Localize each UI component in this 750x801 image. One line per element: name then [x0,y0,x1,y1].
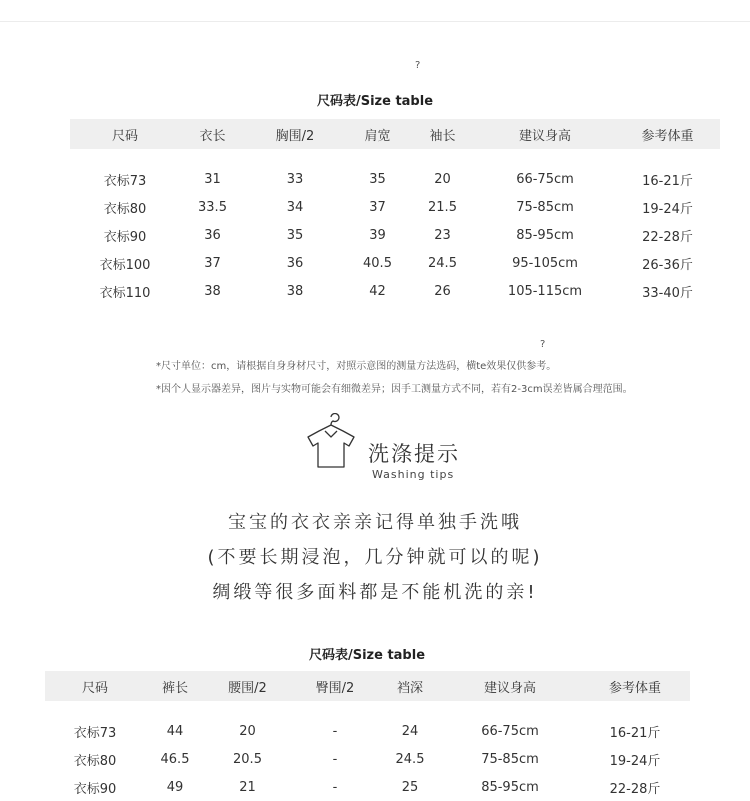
column-header: 参考体重 [608,680,661,696]
column-header: 尺码 [81,680,108,696]
table-cell: 衣标110 [99,285,151,301]
table-cell: 衣标80 [103,201,147,217]
table-cell: 105-115cm [507,283,583,299]
column-header: 裆深 [396,680,423,696]
table-cell: 66-75cm [481,723,539,739]
table-cell: 33-40斤 [642,285,693,301]
table-cell: 衣标73 [103,173,147,189]
table-row [70,277,720,305]
table-cell: 36 [286,255,304,271]
table-cell: 20.5 [233,751,262,767]
size-table-title-1: 尺码表/Size table [316,94,434,109]
placeholder-mark-bottom: ? [540,339,546,350]
table-cell: 26 [434,283,451,299]
table-cell: - [332,723,338,739]
table-cell: 39 [369,227,386,243]
table-cell: 44 [166,723,184,739]
washing-tips-title: 洗涤提示 [368,442,460,466]
size-table-tops [70,119,720,305]
table-cell: 衣标90 [73,781,117,797]
table-cell: 衣标90 [103,229,147,245]
table-row [45,717,690,745]
table-cell: 66-75cm [516,171,574,187]
table-row [70,249,720,277]
table-cell: 22-28斤 [609,781,661,797]
table-row [45,745,690,773]
column-header: 腰围/2 [228,680,267,696]
table-cell: 26-36斤 [642,257,693,273]
table-cell: 85-95cm [481,779,539,795]
table-cell: 85-95cm [516,227,574,243]
table-cell: 衣标100 [99,257,151,273]
table-cell: 24.5 [395,751,425,767]
table-cell: 42 [369,283,386,299]
table-cell: 34 [286,199,304,215]
table-row [45,773,690,801]
column-header: 尺码 [111,128,138,144]
table-cell: 75-85cm [516,199,574,215]
spacer-row [70,149,720,165]
table-cell: 19-24斤 [609,753,661,769]
table-cell: - [332,751,338,767]
shirt-hanger-icon [305,413,357,471]
table-cell: 35 [286,227,304,243]
table-cell: 40.5 [363,255,392,271]
table-cell: 16-21斤 [609,725,661,741]
spacer-cell [45,701,690,717]
table-cell: 38 [204,283,221,299]
table-header-row [70,119,720,149]
table-cell: 衣标80 [73,753,117,769]
table-cell: 95-105cm [512,255,578,271]
washing-tips-subtitle: Washing tips [372,468,455,481]
spacer-cell [70,149,720,165]
placeholder-mark-top: ? [415,60,421,71]
table-cell: 49 [166,779,184,795]
table-row [70,193,720,221]
table-cell: 16-21斤 [642,173,693,189]
column-header: 衣长 [199,128,226,144]
washing-line-1: 宝宝的衣衣亲亲记得单独手洗哦 [228,512,522,533]
table-cell: 36 [204,227,221,243]
table-cell: 24.5 [428,255,457,271]
table-cell: 20 [434,171,451,187]
table-header-row [45,671,690,701]
table-cell: 37 [204,255,221,271]
spacer-row [45,701,690,717]
table-row [70,221,720,249]
table-cell: 31 [204,171,221,187]
table-cell: 33 [286,171,304,187]
table-cell: 19-24斤 [642,201,693,217]
table-cell: 38 [286,283,304,299]
table-cell: 21 [239,779,256,795]
table-cell: 22-28斤 [642,229,693,245]
table-cell: 37 [369,199,386,215]
table-cell: - [332,779,338,795]
size-table-pants [45,671,690,801]
table-cell: 75-85cm [481,751,539,767]
column-header: 建议身高 [483,680,536,696]
table-cell: 24 [401,723,419,739]
column-header: 胸围/2 [275,128,315,144]
table-cell: 35 [369,171,386,187]
washing-line-2: (不要长期浸泡，几分钟就可以的呢) [207,547,543,568]
table-cell: 23 [434,227,451,243]
column-header: 建议身高 [518,128,571,144]
note-measurement: *尺寸单位：cm，请根据自身身材尺寸，对照示意图的测量方法选码，横te效果仅供参考。 [156,361,557,372]
table-row [70,165,720,193]
table-cell: 46.5 [160,751,190,767]
column-header: 裤长 [161,680,188,696]
top-divider [0,21,750,22]
column-header: 袖长 [429,128,456,144]
column-header: 参考体重 [641,128,694,144]
table-cell: 衣标73 [73,725,117,741]
table-cell: 20 [239,723,256,739]
note-display-difference: *因个人显示器差异，图片与实物可能会有细微差异；因手工测量方式不同，若有2-3cm误差皆属合理范围。 [156,384,633,395]
column-header: 臀围/2 [315,680,355,696]
washing-line-3: 绸缎等很多面料都是不能机洗的亲! [212,582,538,603]
table-cell: 21.5 [428,199,457,215]
column-header: 肩宽 [364,128,391,144]
size-table-title-2: 尺码表/Size table [308,648,426,663]
table-cell: 25 [401,779,419,795]
table-cell: 33.5 [198,199,227,215]
